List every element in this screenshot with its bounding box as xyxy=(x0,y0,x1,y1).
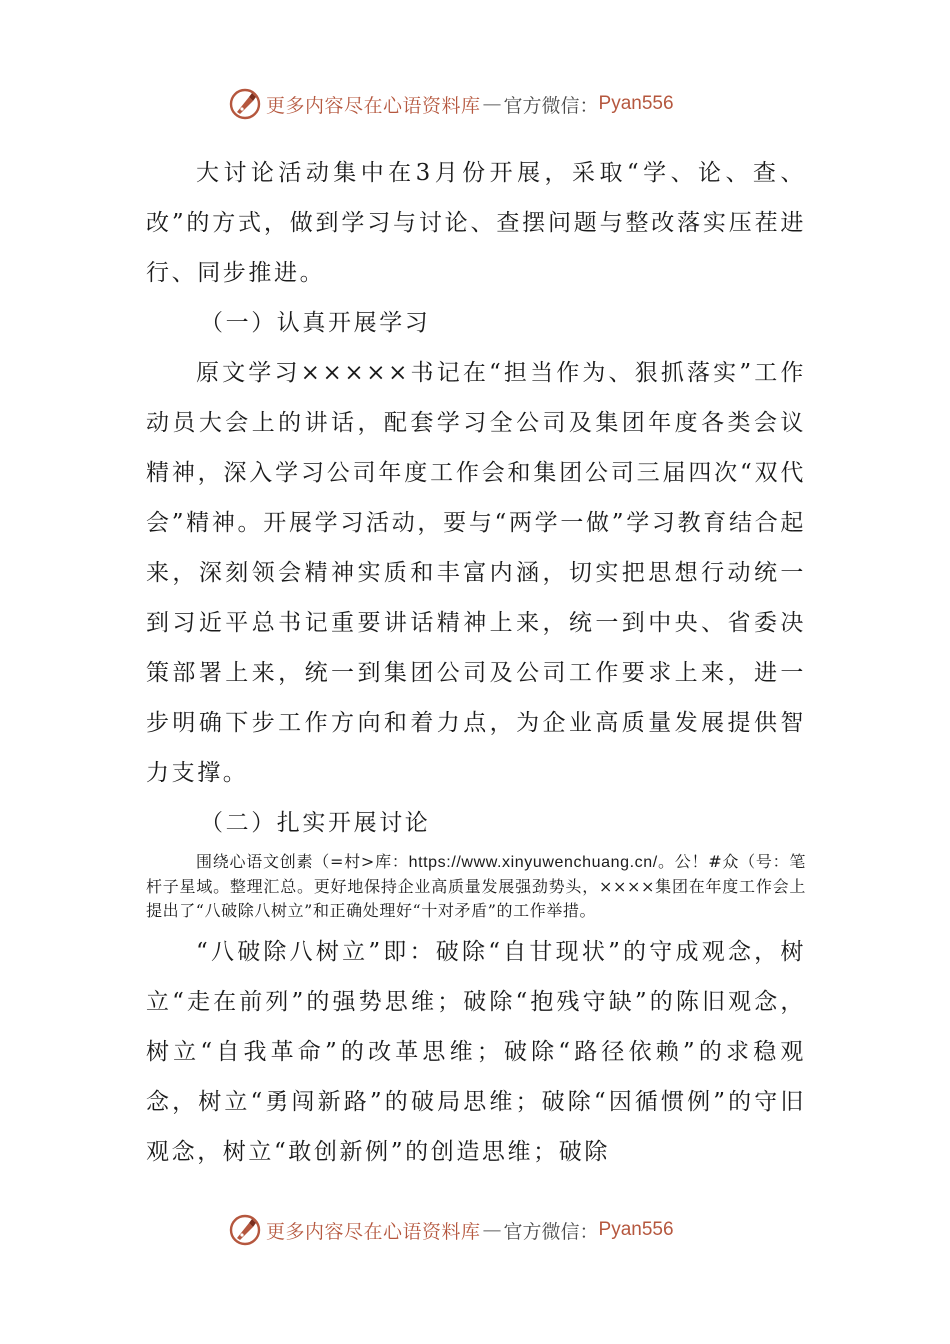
note-suffix: 。公！#众（号：笔杆子星域。整理汇总。更好地保持企业高质量发展强劲势头，××××集团在年度工作会上提出了“八破除八树立”和正确处理好“十对矛盾”的工作举措。 xyxy=(146,852,806,920)
paragraph-study: 原文学习×××××书记在“担当作为、狠抓落实”工作动员大会上的讲话，配套学习全公司及集团年度各类会议精神，深入学习公司年度工作会和集团公司三届四次“双代会”精神。开展学习活动，要与“两学一做”学习教育结合起来，深刻领会精神实质和丰富内涵，切实把思想行动统一到习近平总书记重要讲话精神上来，统一到中央、省委决策部署上来，统一到集团公司及公司工作要求上来，进一步明确下步工作方向和着力点，为企业高质量发展提供智力支撑。 xyxy=(146,360,806,786)
note-url-link[interactable]: https://www.xinyuwenchuang.cn/ xyxy=(408,854,658,871)
banner-brand-text: 更多内容尽在心语资料库 xyxy=(266,94,481,117)
section-heading-study: （一）认真开展学习 xyxy=(200,310,431,336)
banner-contact-id: Pyan556 xyxy=(598,1219,674,1240)
banner-dash: — xyxy=(482,93,502,115)
banner-contact-label: 官方微信： xyxy=(503,94,599,117)
document-body xyxy=(146,148,806,1177)
pen-nib-icon xyxy=(228,87,262,121)
banner-contact-id: Pyan556 xyxy=(598,93,674,114)
inserted-note xyxy=(146,850,806,923)
footer-banner xyxy=(228,1210,674,1250)
paragraph-intro: 大讨论活动集中在3月份开展，采取“学、论、查、改”的方式，做到学习与讨论、查摆问题与整改落实压茬进行、同步推进。 xyxy=(146,160,806,286)
header-banner xyxy=(228,84,674,124)
banner-dash: — xyxy=(482,1219,502,1241)
section-heading-discussion: （二）扎实开展讨论 xyxy=(200,810,431,836)
note-prefix: 围绕心语文创素（=村>库： xyxy=(196,852,409,871)
banner-contact-label: 官方微信： xyxy=(503,1220,599,1243)
banner-brand-text: 更多内容尽在心语资料库 xyxy=(266,1220,481,1243)
pen-nib-icon xyxy=(228,1213,262,1247)
paragraph-eight-breaks: “八破除八树立”即：破除“自甘现状”的守成观念，树立“走在前列”的强势思维；破除“抱残守缺”的陈旧观念，树立“自我革命”的改革思维；破除“路径依赖”的求稳观念，树立“勇闯新路”的破局思维；破除“因循惯例”的守旧观念，树立“敢创新例”的创造思维；破除 xyxy=(146,939,806,1165)
